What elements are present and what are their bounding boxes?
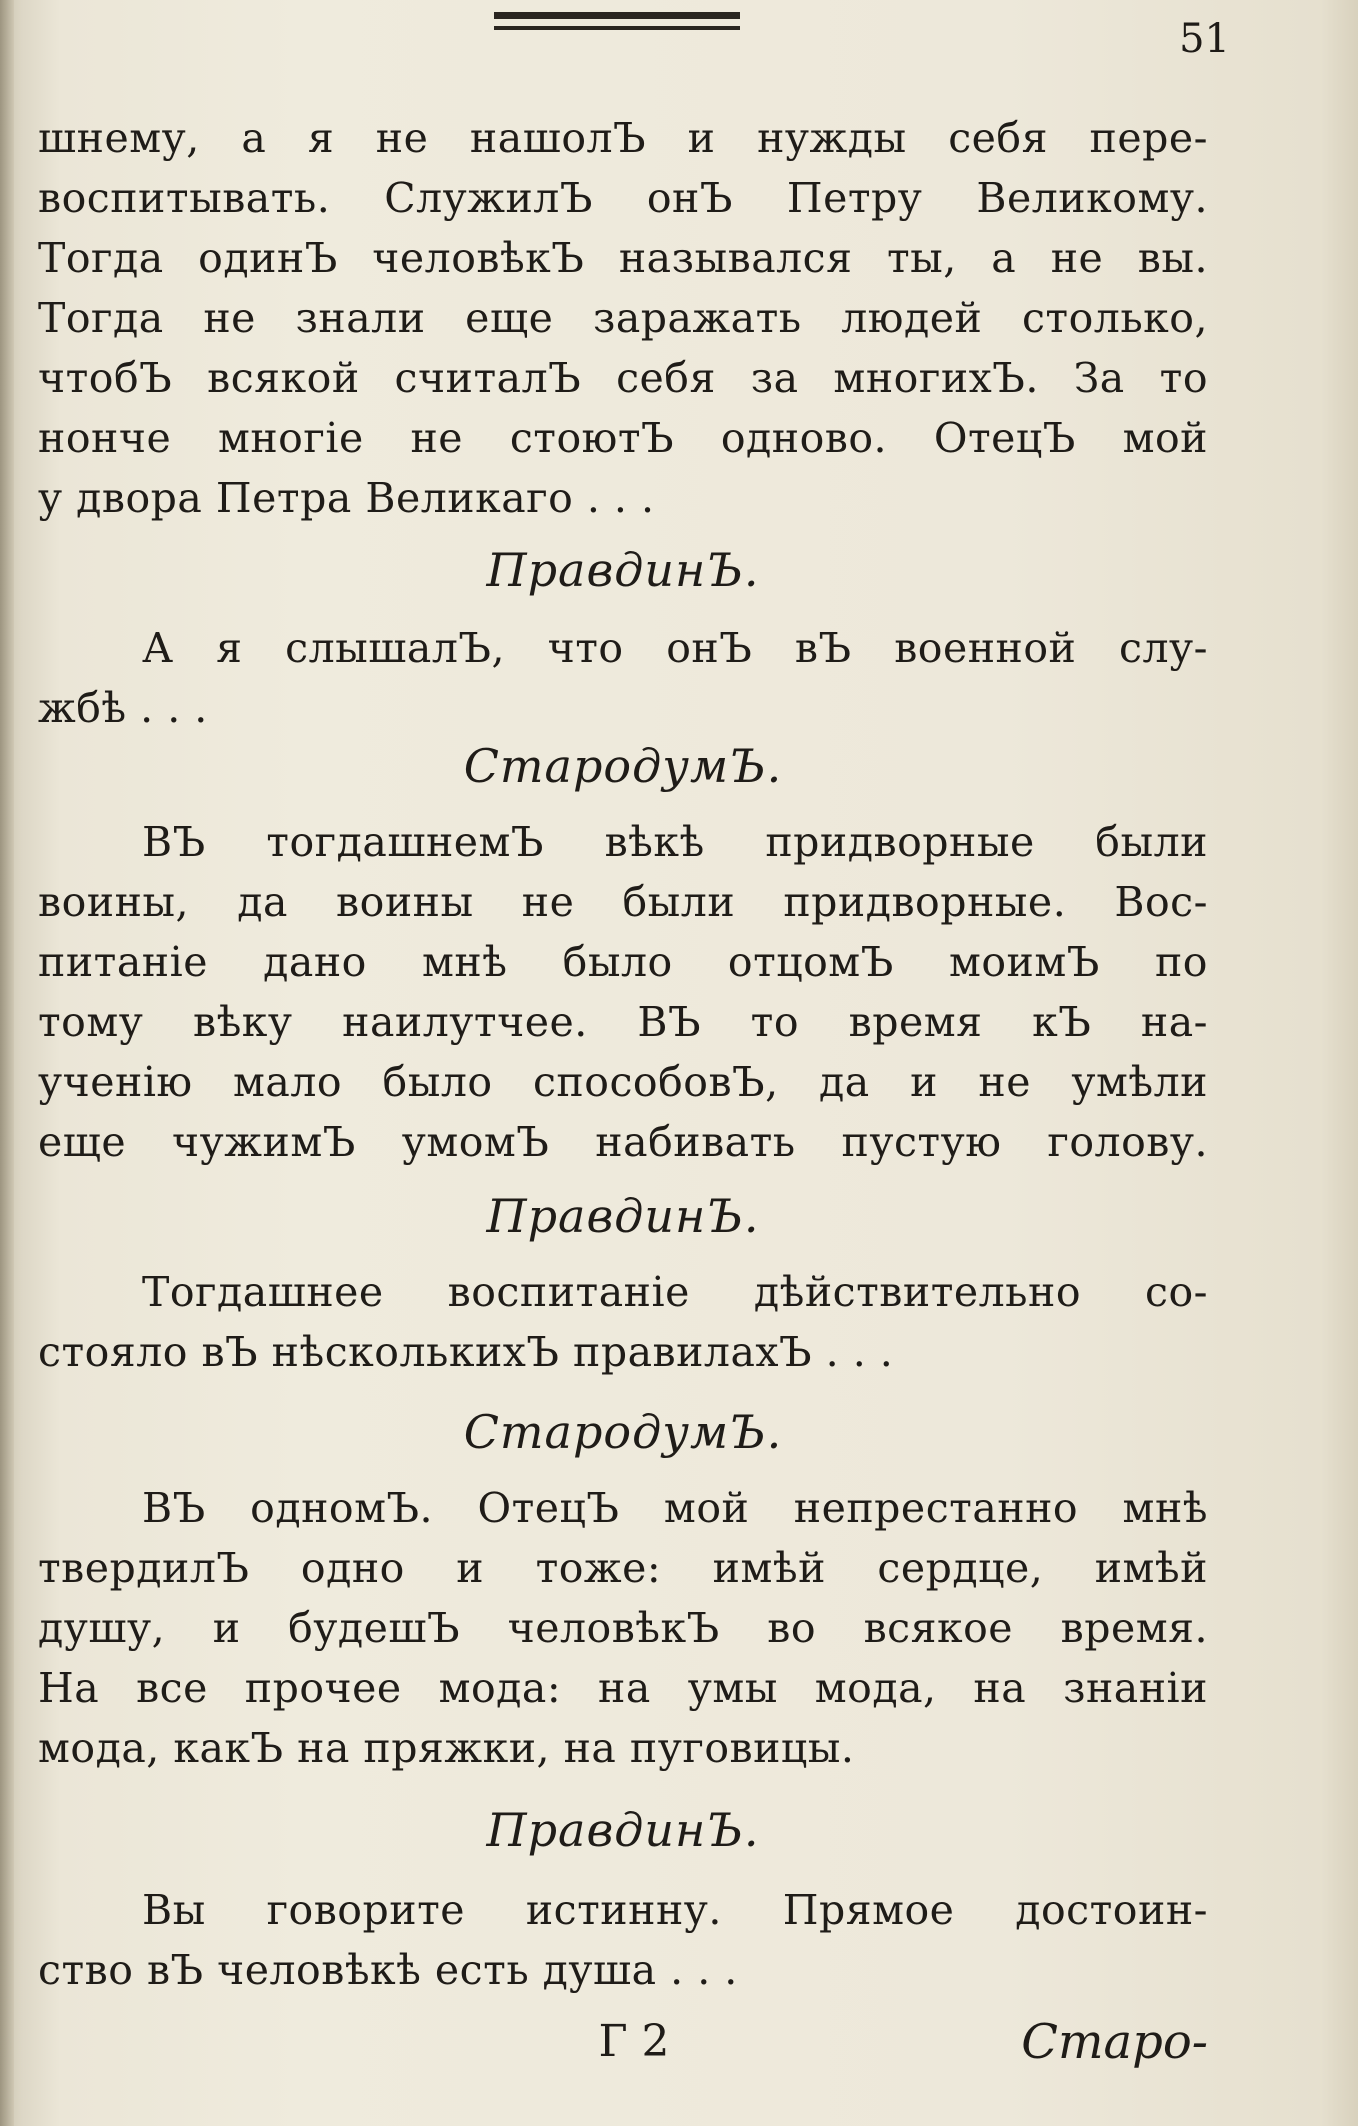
paragraph-2 [38,618,1208,738]
speaker-heading: ПравдинЪ. [486,1189,760,1243]
text-line: душу, и будешЪ человѣкЪ во всякое время. [38,1604,1208,1652]
text-line: ВЪ тогдашнемЪ вѣкѣ придворные были [142,818,1208,866]
text-line: у двора Петра Великаго . . . [38,474,655,522]
speaker-heading: ПравдинЪ. [486,1803,760,1857]
speaker-heading: СтародумЪ. [463,739,783,793]
text-line: еще чужимЪ умомЪ набивать пустую голову. [38,1118,1208,1166]
text-line: жбѣ . . . [38,684,208,732]
text-line: На все прочее мода: на умы мода, на знаніи [38,1664,1208,1712]
paragraph-6 [38,1880,1208,2000]
paragraph-4 [38,1262,1208,1382]
text-line: ство вЪ человѣкѣ есть душа . . . [38,1946,738,1994]
printer-signature-mark: Г 2 [598,2016,670,2067]
text-line: питаніе дано мнѣ было отцомЪ моимЪ по [38,938,1208,986]
text-line: стояло вЪ нѣсколькихЪ правилахЪ . . . [38,1328,894,1376]
text-line: воины, да воины не были придворные. Вос- [38,878,1208,926]
paragraph-5 [38,1478,1208,1778]
text-line: чтобЪ всякой считалЪ себя за многихЪ. За то [38,354,1208,402]
text-line: тому вѣку наилутчее. ВЪ то время кЪ на- [38,998,1208,1046]
text-line: воспитывать. СлужилЪ онЪ Петру Великому. [38,174,1208,222]
page-number: 51 [1179,16,1230,62]
speaker-heading: СтародумЪ. [463,1405,783,1459]
text-line: твердилЪ одно и тоже: имѣй сердце, имѣй [38,1544,1208,1592]
paragraph-1 [38,108,1208,528]
header-rule-thick-line [494,12,740,19]
text-line: Тогдашнее воспитаніе дѣйствительно со- [142,1268,1208,1316]
header-rule [494,12,740,34]
text-line: А я слышалЪ, что онЪ вЪ военной слу- [142,624,1208,672]
header-rule-thin-line [494,26,740,30]
text-line: шнему, а я не нашолЪ и нужды себя пере- [38,114,1208,162]
text-line: ВЪ одномЪ. ОтецЪ мой непрестанно мнѣ [142,1484,1208,1532]
text-line: мода, какЪ на пряжки, на пуговицы. [38,1724,855,1772]
text-line: нонче многіе не стоютЪ одново. ОтецЪ мой [38,414,1208,462]
spine-shadow [0,0,14,2126]
catchword: Старо- [1021,2014,1208,2070]
text-line: ученію мало было способовЪ, да и не умѣли [38,1058,1208,1106]
text-line: Тогда не знали еще заражать людей столько, [38,294,1208,342]
text-line: Вы говорите истинну. Прямое достоин- [142,1886,1208,1934]
text-line: Тогда одинЪ человѣкЪ назывался ты, а не вы. [38,234,1208,282]
paragraph-3 [38,812,1208,1172]
speaker-heading: ПравдинЪ. [486,543,760,597]
